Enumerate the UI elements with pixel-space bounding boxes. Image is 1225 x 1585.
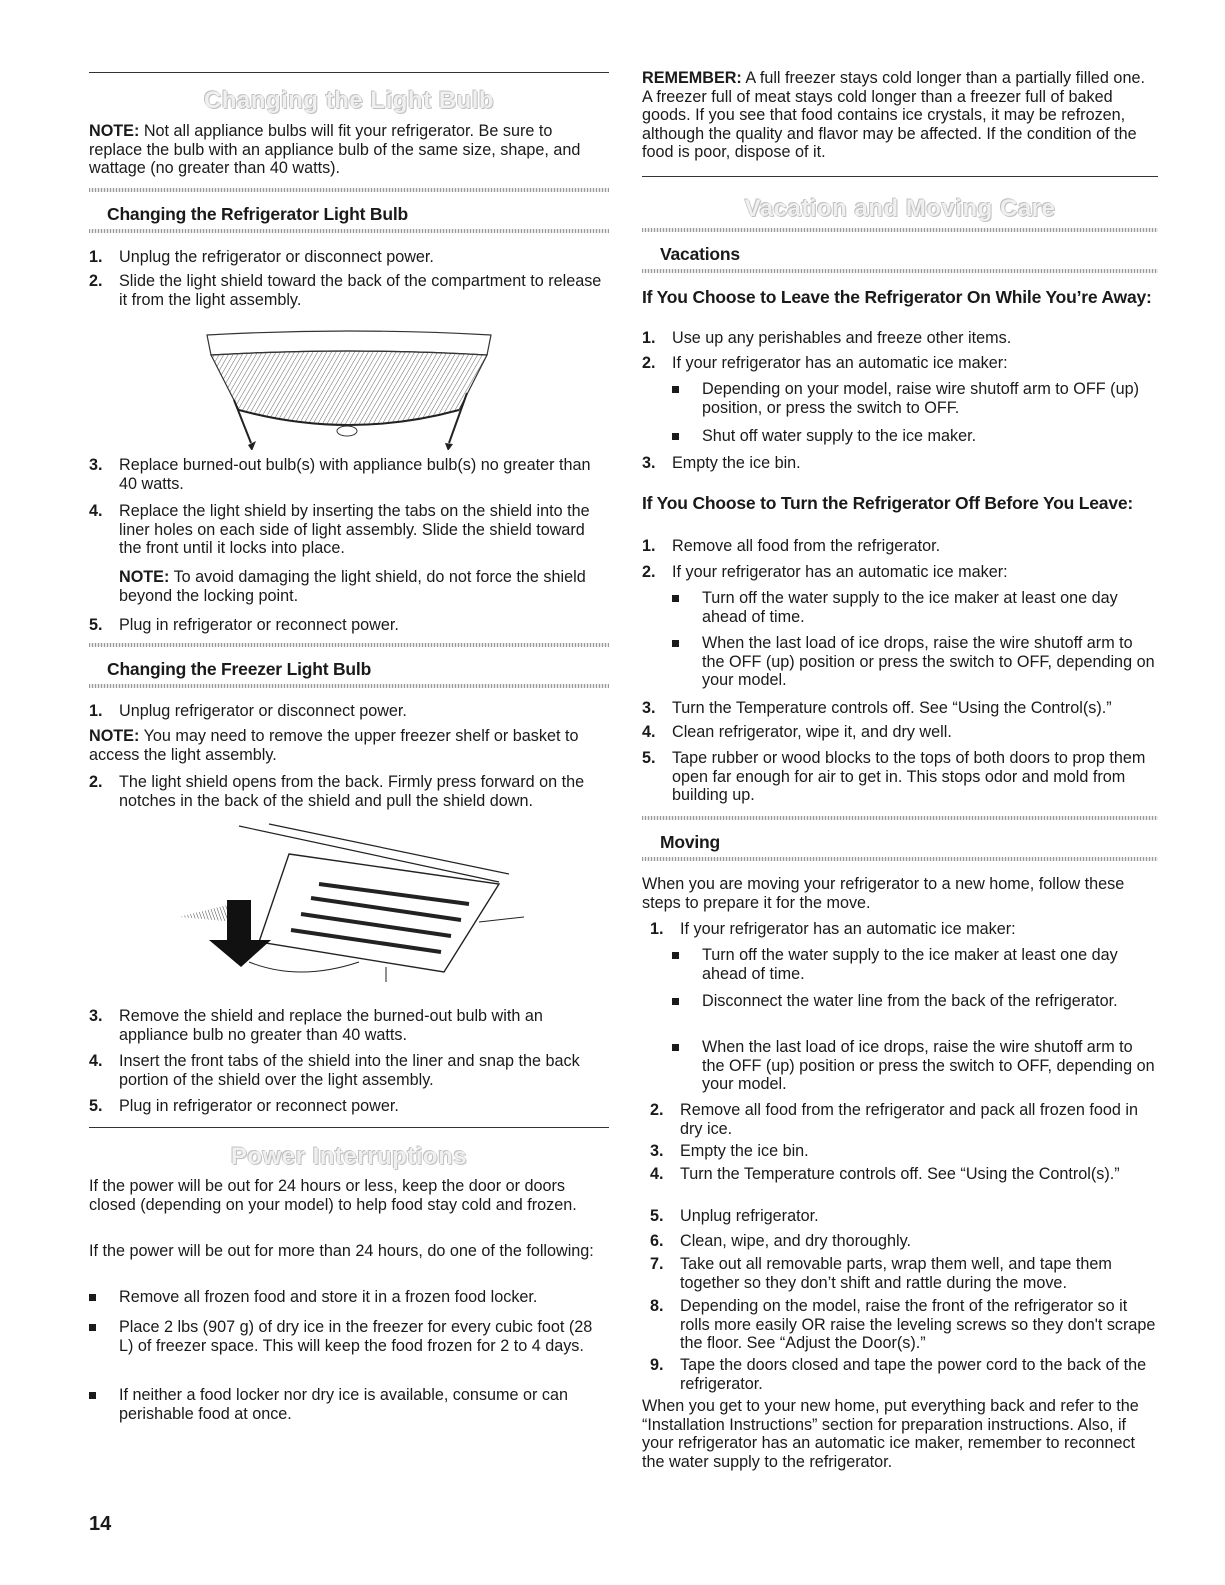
step-number: 5. <box>642 749 656 767</box>
step-number: 1. <box>89 702 103 720</box>
list-item <box>650 1232 1158 1251</box>
step-text: If your refrigerator has an automatic ice maker: <box>680 920 1016 938</box>
step-number: 7. <box>650 1255 664 1273</box>
remember-paragraph <box>642 69 1158 162</box>
bullet-text: Disconnect the water line from the back of the refrigerator. <box>702 992 1118 1010</box>
subhead-rule <box>642 816 1158 820</box>
list-item <box>650 1255 1158 1292</box>
step-text: Plug in refrigerator or reconnect power. <box>119 616 399 634</box>
step-number: 8. <box>650 1297 664 1315</box>
step-number: 1. <box>642 537 656 555</box>
list-item <box>89 1052 609 1089</box>
bullet-icon <box>672 595 679 602</box>
note-label: NOTE: <box>119 568 170 586</box>
remember-text: A full freezer stays cold longer than a partially filled one. A freezer full of meat stays cold longer than a freezer full of baked goods. If you see that food contains ice crystals, it may be refrozen, although the quality and flavor may be affected. If the condition of the food is poor, dispose of it. <box>642 69 1145 161</box>
list-item <box>642 749 1158 805</box>
section-title-vacation-moving: Vacation and Moving Care <box>744 195 1056 222</box>
note-text: You may need to remove the upper freezer shelf or basket to access the light assembly. <box>89 727 579 764</box>
list-item <box>89 1318 609 1355</box>
remember-label: REMEMBER: <box>642 69 742 87</box>
bullet-text: Place 2 lbs (907 g) of dry ice in the freezer for every cubic foot (28 L) of freezer space. This will keep the food frozen for 2 to 4 days. <box>119 1318 593 1355</box>
step-number: 4. <box>89 502 103 520</box>
list-item <box>650 1142 1158 1161</box>
bullet-text: When the last load of ice drops, raise the wire shutoff arm to the OFF (up) position or press the switch to OFF, depending on your model. <box>702 1038 1155 1093</box>
section-rule <box>89 72 609 73</box>
step-number: 3. <box>89 456 103 474</box>
list-item <box>650 1101 1158 1138</box>
list-item <box>642 354 1158 373</box>
list-item <box>89 1386 609 1423</box>
freezer-light-shield-illustration <box>179 822 529 987</box>
subhead-rule <box>89 643 609 647</box>
note-label: NOTE: <box>89 727 140 745</box>
step-number: 2. <box>650 1101 664 1119</box>
power-paragraph-1: If the power will be out for 24 hours or less, keep the door or doors closed (depending on your model) to help food stay cold and frozen. <box>89 1177 577 1214</box>
list-item <box>642 537 1158 556</box>
bullet-icon <box>672 386 679 393</box>
step-text: Take out all removable parts, wrap them well, and tape them together so they don’t shift and rattle during the move. <box>680 1255 1112 1292</box>
step-text: Use up any perishables and freeze other items. <box>672 329 1012 347</box>
step-text: Empty the ice bin. <box>680 1142 809 1160</box>
bullet-icon <box>672 998 679 1005</box>
step-number: 5. <box>89 616 103 634</box>
subhead-rule <box>89 684 609 688</box>
step-text: Remove all food from the refrigerator and pack all frozen food in dry ice. <box>680 1101 1138 1138</box>
list-item <box>650 1207 1158 1226</box>
list-item <box>89 502 609 558</box>
step-text: If your refrigerator has an automatic ice maker: <box>672 563 1008 581</box>
subhead-rule <box>642 269 1158 273</box>
list-item <box>642 563 1158 582</box>
step-text: Clean refrigerator, wipe it, and dry well. <box>672 723 952 741</box>
bullet-text: Turn off the water supply to the ice maker at least one day ahead of time. <box>702 946 1118 983</box>
note-label: NOTE: <box>89 122 140 140</box>
step-text: Insert the front tabs of the shield into the liner and snap the back portion of the shield over the light assembly. <box>119 1052 580 1089</box>
list-item <box>642 589 1158 626</box>
step-number: 4. <box>89 1052 103 1070</box>
step-number: 4. <box>642 723 656 741</box>
list-item <box>642 454 1158 473</box>
step-text: Replace the light shield by inserting the tabs on the shield into the liner holes on each side of light assembly. Slide the shield toward the front until it locks into place. <box>119 502 590 557</box>
step-text: Unplug refrigerator or disconnect power. <box>119 702 407 720</box>
bullet-icon <box>672 952 679 959</box>
subhead-rule <box>89 229 609 233</box>
list-item <box>89 773 609 810</box>
subhead-moving: Moving <box>660 832 721 852</box>
note-text: To avoid damaging the light shield, do not force the shield beyond the locking point. <box>119 568 586 605</box>
list-item <box>650 1356 1158 1393</box>
step-text: The light shield opens from the back. Firmly press forward on the notches in the back of the shield and pull the shield down. <box>119 773 585 810</box>
step-number: 3. <box>89 1007 103 1025</box>
bulb-note <box>89 122 609 178</box>
step-number: 5. <box>89 1097 103 1115</box>
step-text: Replace burned-out bulb(s) with appliance bulb(s) no greater than 40 watts. <box>119 456 591 493</box>
step-number: 2. <box>642 563 656 581</box>
step-number: 1. <box>89 248 103 266</box>
step-text: Empty the ice bin. <box>672 454 801 472</box>
list-item <box>642 699 1158 718</box>
bullet-icon <box>89 1324 96 1331</box>
list-item <box>642 634 1158 690</box>
subhead-rule <box>642 228 1158 232</box>
step-number: 1. <box>650 920 664 938</box>
step-number: 2. <box>89 773 103 791</box>
subhead-rule <box>89 188 609 192</box>
bullet-icon <box>672 1044 679 1051</box>
step-number: 3. <box>650 1142 664 1160</box>
step-text: Tape the doors closed and tape the power cord to the back of the refrigerator. <box>680 1356 1147 1393</box>
bullet-icon <box>672 640 679 647</box>
list-item <box>642 380 1158 417</box>
list-item <box>642 427 1158 446</box>
list-item <box>89 1097 609 1116</box>
bullet-text: Turn off the water supply to the ice maker at least one day ahead of time. <box>702 589 1118 626</box>
bullet-icon <box>89 1294 96 1301</box>
list-item <box>650 1297 1158 1353</box>
list-item <box>650 920 1158 939</box>
subhead-freezer-bulb: Changing the Freezer Light Bulb <box>107 659 372 679</box>
bullet-text: Remove all frozen food and store it in a frozen food locker. <box>119 1288 538 1306</box>
step-text: Clean, wipe, and dry thoroughly. <box>680 1232 911 1250</box>
list-item <box>89 702 609 721</box>
subhead-refrigerator-bulb: Changing the Refrigerator Light Bulb <box>107 204 408 224</box>
list-item <box>642 723 1158 742</box>
moving-intro: When you are moving your refrigerator to a new home, follow these steps to prepare it for the move. <box>642 875 1125 912</box>
list-item <box>89 616 609 635</box>
step-text: If your refrigerator has an automatic ice maker: <box>672 354 1008 372</box>
section-rule <box>89 1127 609 1128</box>
step-text: Remove the shield and replace the burned-out bulb with an appliance bulb no greater than 40 watts. <box>119 1007 543 1044</box>
step-text: Turn the Temperature controls off. See “Using the Control(s).” <box>672 699 1112 717</box>
list-item <box>642 329 1158 348</box>
bullet-icon <box>89 1392 96 1399</box>
list-item <box>642 1038 1158 1094</box>
list-item <box>89 1007 609 1044</box>
heading-leave-on: If You Choose to Leave the Refrigerator On While You’re Away: <box>642 287 1152 307</box>
step-number: 9. <box>650 1356 664 1374</box>
bullet-text: Depending on your model, raise wire shutoff arm to OFF (up) position, or press the switch to OFF. <box>702 380 1139 417</box>
fridge-note <box>89 568 609 605</box>
moving-outro: When you get to your new home, put everything back and refer to the “Installation Instructions” section for preparation instructions. Also, if your refrigerator has an automatic ice maker, remember to reconnect the water supply to the refrigerator. <box>642 1397 1139 1471</box>
subhead-rule <box>642 857 1158 861</box>
list-item <box>650 1165 1158 1184</box>
page-number: 14 <box>89 1513 112 1535</box>
step-text: Turn the Temperature controls off. See “Using the Control(s).” <box>680 1165 1120 1183</box>
step-number: 5. <box>650 1207 664 1225</box>
bullet-text: When the last load of ice drops, raise the wire shutoff arm to the OFF (up) position or press the switch to OFF, depending on your model. <box>702 634 1155 689</box>
list-item <box>89 248 609 267</box>
heading-turn-off: If You Choose to Turn the Refrigerator Off Before You Leave: <box>642 493 1134 513</box>
step-text: Unplug the refrigerator or disconnect power. <box>119 248 434 266</box>
section-title-power-interruptions: Power Interruptions <box>230 1143 468 1170</box>
step-number: 4. <box>650 1165 664 1183</box>
bullet-icon <box>672 433 679 440</box>
section-title-light-bulb: Changing the Light Bulb <box>203 87 495 114</box>
step-text: Tape rubber or wood blocks to the tops of both doors to prop them open far enough for air to get in. This stops odor and mold from building up. <box>672 749 1146 804</box>
step-number: 3. <box>642 699 656 717</box>
list-item <box>89 1288 609 1307</box>
list-item <box>89 272 609 309</box>
note-text: Not all appliance bulbs will fit your refrigerator. Be sure to replace the bulb with an appliance bulb of the same size, shape, and wattage (no greater than 40 watts). <box>89 122 581 177</box>
step-number: 6. <box>650 1232 664 1250</box>
freezer-note <box>89 727 609 764</box>
step-text: Unplug refrigerator. <box>680 1207 819 1225</box>
step-text: Plug in refrigerator or reconnect power. <box>119 1097 399 1115</box>
subhead-vacations: Vacations <box>660 244 740 264</box>
step-number: 2. <box>89 272 103 290</box>
bullet-text: If neither a food locker nor dry ice is available, consume or can perishable food at once. <box>119 1386 568 1423</box>
list-item <box>642 992 1158 1011</box>
power-paragraph-2: If the power will be out for more than 24 hours, do one of the following: <box>89 1242 594 1260</box>
refrigerator-light-shield-illustration <box>199 325 499 450</box>
list-item <box>642 946 1158 983</box>
step-text: Remove all food from the refrigerator. <box>672 537 941 555</box>
step-number: 1. <box>642 329 656 347</box>
step-number: 3. <box>642 454 656 472</box>
list-item <box>89 456 609 493</box>
section-rule <box>642 176 1158 177</box>
step-text: Depending on the model, raise the front of the refrigerator so it rolls more easily OR raise the leveling screws so they don't scrape the floor. See “Adjust the Door(s).” <box>680 1297 1156 1352</box>
step-text: Slide the light shield toward the back of the compartment to release it from the light assembly. <box>119 272 602 309</box>
step-number: 2. <box>642 354 656 372</box>
bullet-text: Shut off water supply to the ice maker. <box>702 427 977 445</box>
